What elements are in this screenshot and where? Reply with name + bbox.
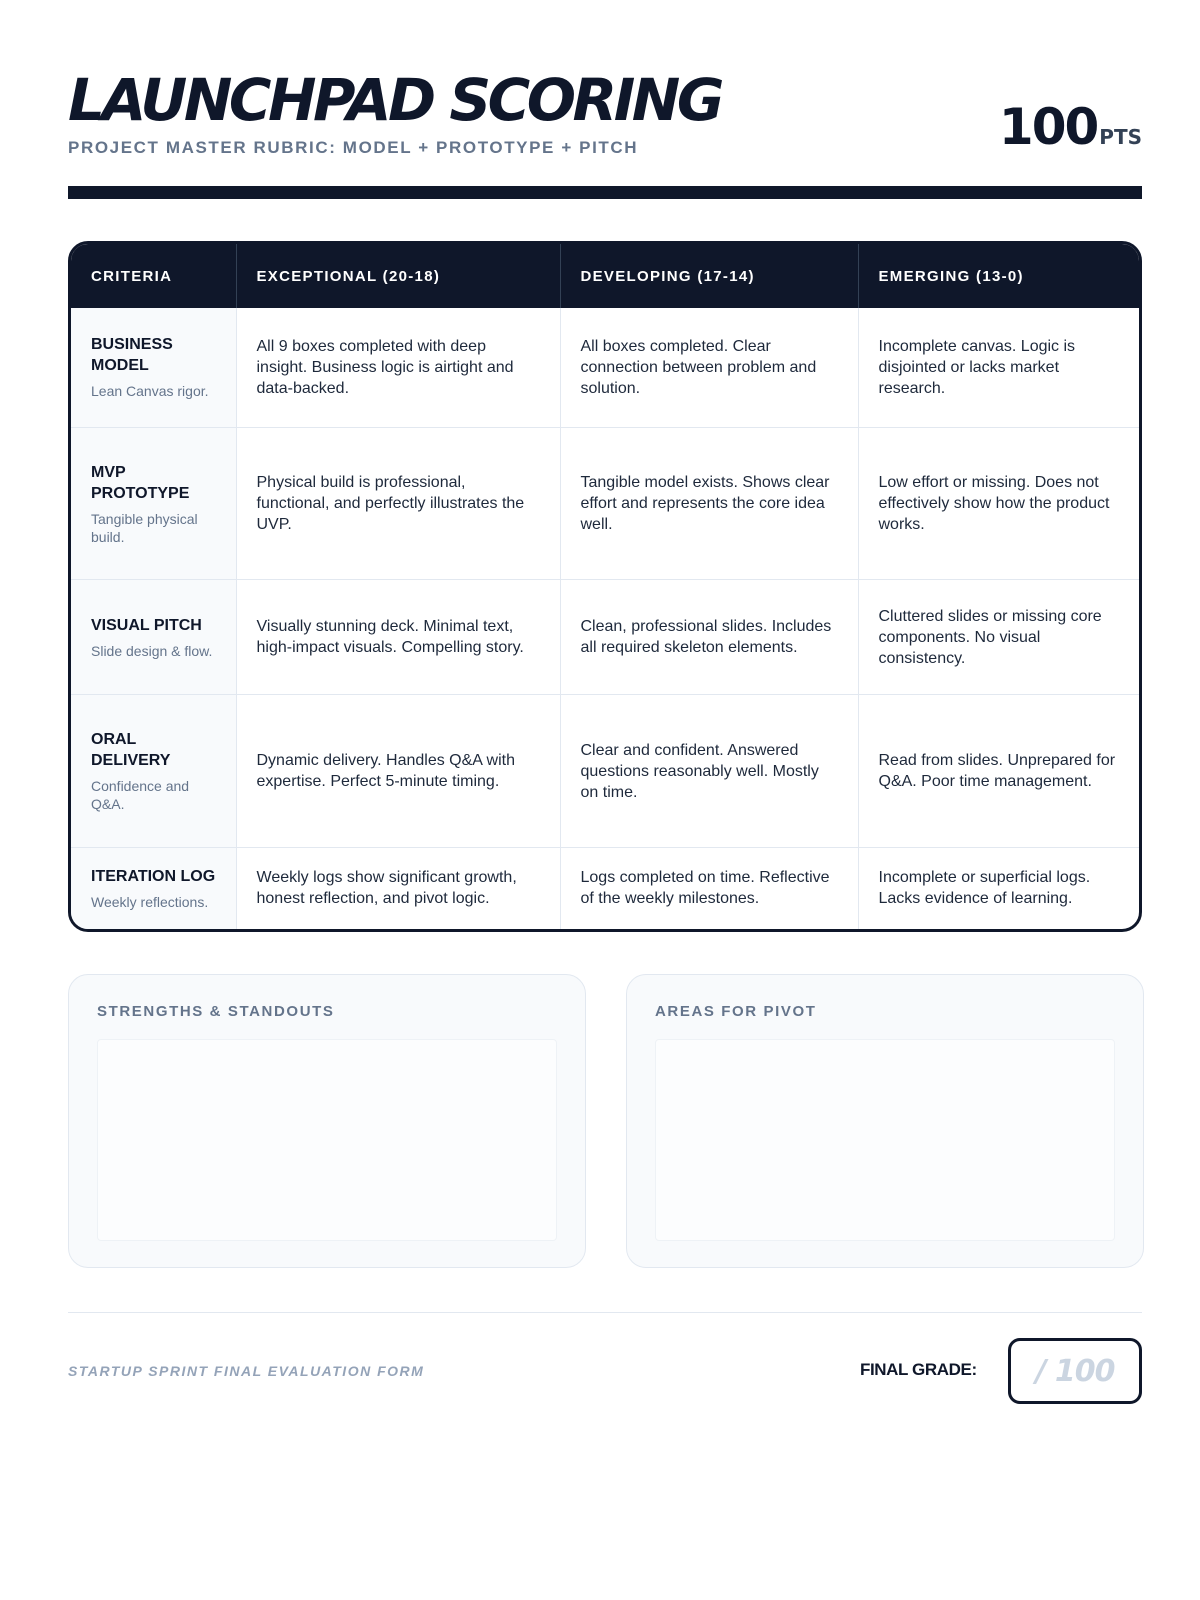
criteria-description: Slide design & flow. bbox=[91, 642, 213, 659]
developing-cell: Clear and confident. Answered questions reasonably well. Mostly on time. bbox=[560, 695, 858, 848]
criteria-description: Lean Canvas rigor. bbox=[91, 383, 209, 400]
criteria-description: Confidence and Q&A. bbox=[91, 778, 190, 813]
table-row bbox=[71, 580, 1139, 695]
page-subtitle: PROJECT MASTER RUBRIC: MODEL + PROTOTYPE + PITCH bbox=[68, 138, 639, 157]
emerging-cell: Low effort or missing. Does not effectively show how the product works. bbox=[858, 427, 1139, 580]
exceptional-cell: Visually stunning deck. Minimal text, high-impact visuals. Compelling story. bbox=[236, 580, 560, 695]
points-unit: PTS bbox=[1099, 125, 1142, 149]
page-header bbox=[68, 62, 1142, 162]
column-header-criteria: CRITERIA bbox=[71, 244, 236, 308]
strengths-panel bbox=[68, 974, 586, 1268]
emerging-cell: Incomplete or superficial logs. Lacks evidence of learning. bbox=[858, 847, 1139, 929]
emerging-cell: Cluttered slides or missing core components. No visual consistency. bbox=[858, 580, 1139, 695]
exceptional-cell: Weekly logs show significant growth, honest reflection, and pivot logic. bbox=[236, 847, 560, 929]
exceptional-cell: Dynamic delivery. Handles Q&A with expertise. Perfect 5-minute timing. bbox=[236, 695, 560, 848]
emerging-cell: Read from slides. Unprepared for Q&A. Poor time management. bbox=[858, 695, 1139, 848]
page-title: LAUNCHPAD SCORING bbox=[68, 66, 721, 134]
rubric-table bbox=[68, 241, 1142, 932]
strengths-title: STRENGTHS & STANDOUTS bbox=[97, 1003, 335, 1020]
developing-cell: Clean, professional slides. Includes all required skeleton elements. bbox=[560, 580, 858, 695]
column-header-emerging: EMERGING (13-0) bbox=[858, 244, 1139, 308]
developing-cell: Tangible model exists. Shows clear effort and represents the core idea well. bbox=[560, 427, 858, 580]
criteria-name: BUSINESS MODEL bbox=[91, 336, 173, 375]
table-row bbox=[71, 695, 1139, 848]
rubric-header-row bbox=[71, 244, 1139, 308]
final-grade-field[interactable] bbox=[1008, 1338, 1142, 1404]
criteria-name: ITERATION LOG bbox=[91, 867, 216, 885]
table-row bbox=[71, 847, 1139, 929]
form-label: STARTUP SPRINT FINAL EVALUATION FORM bbox=[68, 1363, 425, 1379]
pivot-notes-area[interactable] bbox=[655, 1039, 1115, 1241]
grade-placeholder: / 100 bbox=[1035, 1353, 1115, 1389]
header-divider bbox=[68, 186, 1142, 199]
table-row bbox=[71, 427, 1139, 580]
criteria-name: ORAL DELIVERY bbox=[91, 731, 171, 770]
criteria-name: MVP PROTOTYPE bbox=[91, 463, 190, 502]
developing-cell: All boxes completed. Clear connection between problem and solution. bbox=[560, 308, 858, 427]
footer-divider bbox=[68, 1312, 1142, 1313]
strengths-notes-area[interactable] bbox=[97, 1039, 557, 1241]
criteria-cell bbox=[71, 847, 236, 929]
column-header-developing: DEVELOPING (17-14) bbox=[560, 244, 858, 308]
total-points bbox=[999, 100, 1142, 154]
column-header-exceptional: EXCEPTIONAL (20-18) bbox=[236, 244, 560, 308]
criteria-name: VISUAL PITCH bbox=[91, 616, 202, 634]
criteria-cell bbox=[71, 580, 236, 695]
exceptional-cell: Physical build is professional, functional, and perfectly illustrates the UVP. bbox=[236, 427, 560, 580]
pivot-panel bbox=[626, 974, 1144, 1268]
points-value: 100 bbox=[998, 98, 1098, 156]
emerging-cell: Incomplete canvas. Logic is disjointed or lacks market research. bbox=[878, 337, 1076, 397]
criteria-cell bbox=[71, 695, 236, 848]
criteria-description: Weekly reflections. bbox=[91, 893, 209, 910]
table-row bbox=[71, 308, 1139, 427]
pivot-title: AREAS FOR PIVOT bbox=[655, 1003, 817, 1020]
exceptional-cell: All 9 boxes completed with deep insight. Business logic is airtight and data-backed. bbox=[236, 308, 560, 427]
final-grade-label: FINAL GRADE: bbox=[860, 1360, 977, 1379]
criteria-description: Tangible physical build. bbox=[91, 510, 198, 545]
criteria-cell bbox=[71, 427, 236, 580]
developing-cell: Logs completed on time. Reflective of the weekly milestones. bbox=[560, 847, 858, 929]
criteria-cell bbox=[71, 308, 236, 427]
